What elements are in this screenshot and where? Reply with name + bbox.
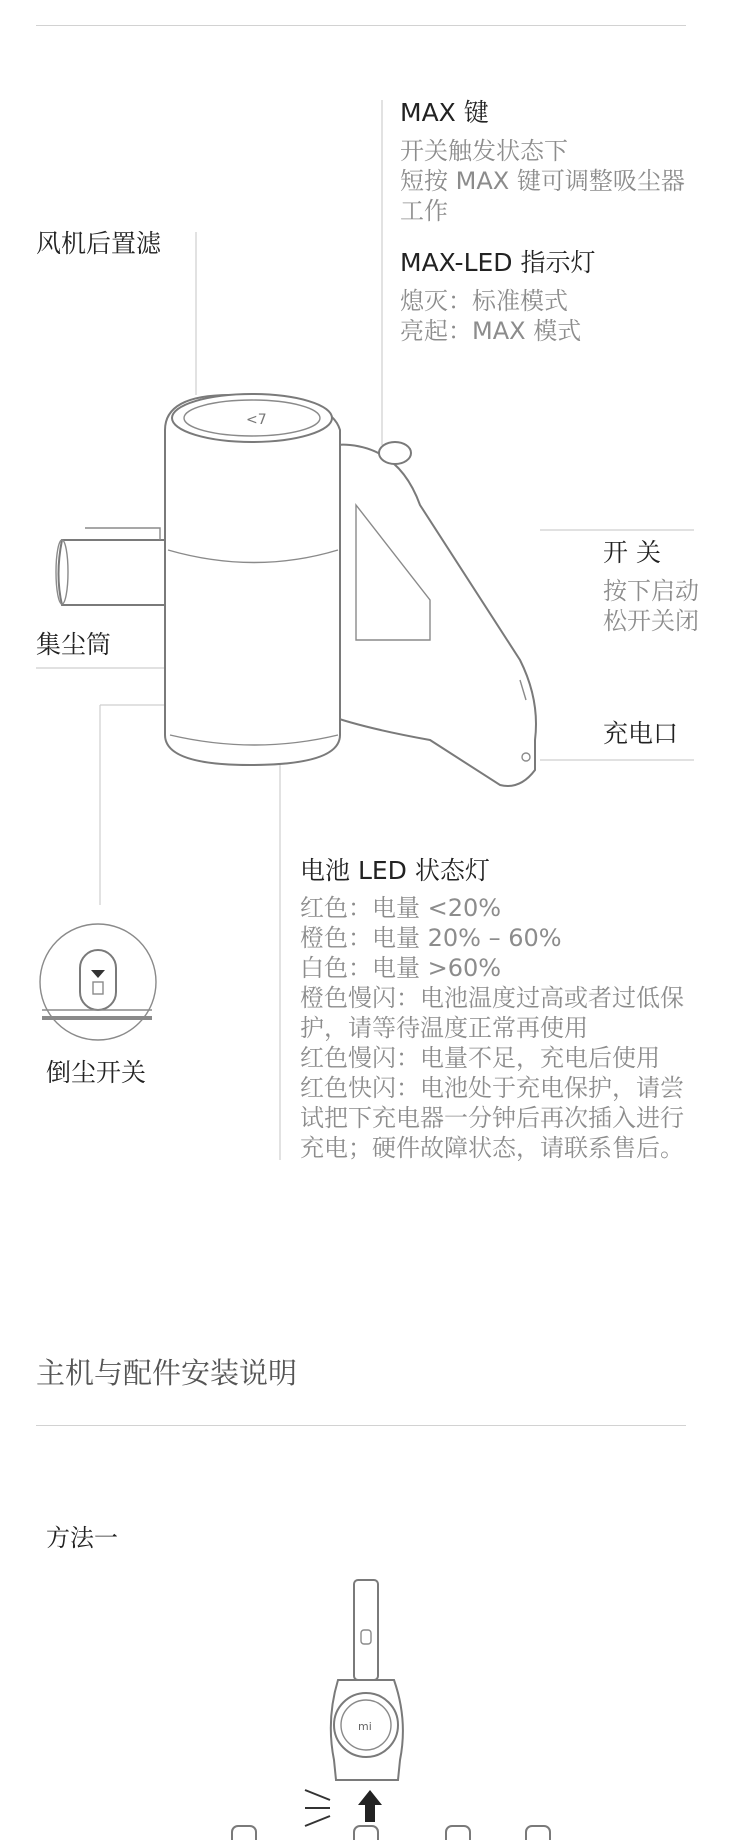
desc-line: 橙色慢闪：电池温度过高或者过低保 xyxy=(300,984,684,1012)
desc-line: 红色：电量 <20% xyxy=(300,894,502,922)
max-led-title: MAX-LED 指示灯 xyxy=(400,248,596,277)
section-title: 主机与配件安装说明 xyxy=(36,1356,298,1390)
desc-line: 短按 MAX 键可调整吸尘器 xyxy=(400,167,685,195)
dust-release-label: 倒尘开关 xyxy=(46,1058,147,1087)
battery-led-title: 电池 LED 状态灯 xyxy=(300,856,490,885)
svg-text:<7: <7 xyxy=(246,412,267,428)
desc-line: 护，请等待温度正常再使用 xyxy=(300,1014,588,1042)
desc-line: 白色：电量 >60% xyxy=(300,954,502,982)
rear-filter-label: 风机后置滤 xyxy=(36,229,162,258)
desc-line: 亮起：MAX 模式 xyxy=(400,317,582,345)
desc-line: 充电；硬件故障状态，请联系售后。 xyxy=(300,1134,684,1162)
desc-line: 红色快闪：电池处于充电保护，请尝 xyxy=(300,1074,684,1102)
charge-port-label: 充电口 xyxy=(603,719,679,748)
desc-line: 熄灭：标准模式 xyxy=(400,287,568,315)
dust-bin-label: 集尘筒 xyxy=(36,630,112,659)
switch-title: 开 关 xyxy=(603,538,661,567)
desc-line: 橙色：电量 20% – 60% xyxy=(300,924,562,952)
desc-line: 开关触发状态下 xyxy=(400,137,568,165)
desc-line: 按下启动 xyxy=(603,577,699,605)
svg-text:mi: mi xyxy=(358,1720,372,1733)
max-key-title: MAX 键 xyxy=(400,98,489,127)
desc-line: 松开关闭 xyxy=(603,607,699,635)
method-label: 方法一 xyxy=(46,1524,118,1552)
desc-line: 试把下充电器一分钟后再次插入进行 xyxy=(300,1104,684,1132)
desc-line: 工作 xyxy=(400,197,448,225)
desc-line: 红色慢闪：电量不足，充电后使用 xyxy=(300,1044,660,1072)
